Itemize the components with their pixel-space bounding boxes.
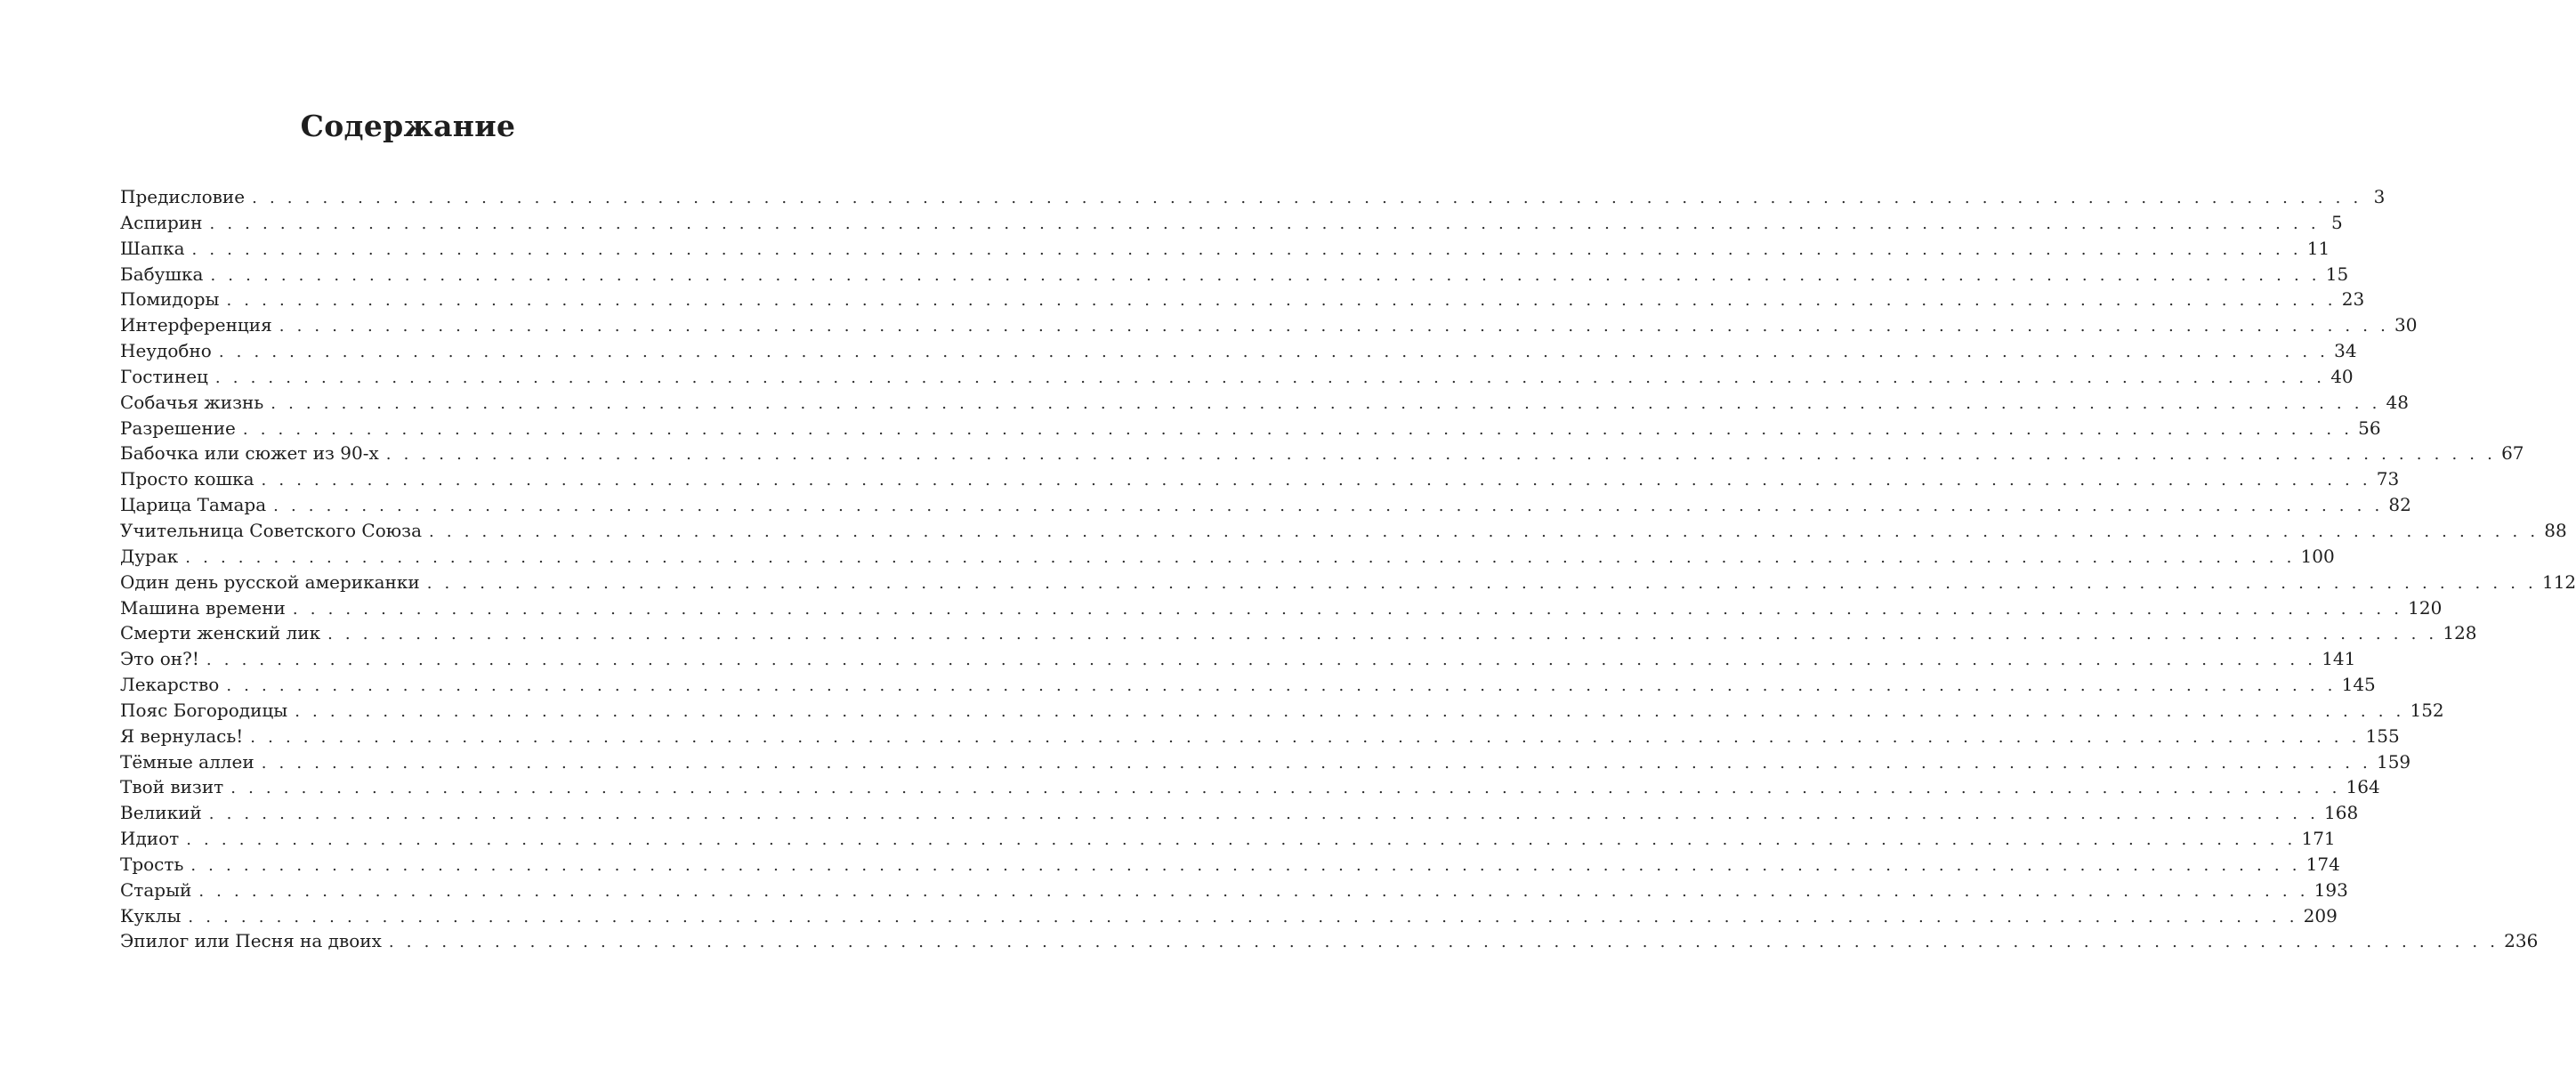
toc-entry-page-number: 11: [2306, 237, 2330, 259]
toc-entry-title: Великий: [120, 802, 202, 824]
toc-entry-title: Старый: [120, 878, 192, 901]
toc-entry-title: Предисловие: [120, 186, 246, 207]
dot-leader: . . . . . . . . . . . . . . . . . . . . . . . . . . . . . . . . . . . . . . . . . . . . . . . . . . . . . . . . . . . . . . . . . . . . . . . . . . . . . . . . . . . . . . . . . . . . . . . . . . . . . . . . . . . . . . . . . . . . . . . .: [429, 522, 2540, 541]
toc-entry-page-number: 23: [2341, 288, 2365, 311]
toc-entry: [120, 519, 2567, 546]
toc-entry: [120, 545, 2335, 571]
toc-entry-page-number: 141: [2322, 648, 2356, 670]
toc-entry: [120, 674, 2376, 700]
toc-entry: [120, 391, 2409, 417]
toc-entry-title: Дурак: [120, 545, 179, 567]
toc-entry: [120, 878, 2348, 905]
dot-leader: . . . . . . . . . . . . . . . . . . . . . . . . . . . . . . . . . . . . . . . . . . . . . . . . . . . . . . . . . . . . . . . . . . . . . . . . . . . . . . . . . . . . . . . . . . . . . . . . . . . . . . . . . . . . . . . . . . . . . . . .: [250, 727, 2361, 747]
toc-entry-title: Куклы: [120, 904, 182, 926]
dot-leader: . . . . . . . . . . . . . . . . . . . . . . . . . . . . . . . . . . . . . . . . . . . . . . . . . . . . . . . . . . . . . . . . . . . . . . . . . . . . . . . . . . . . . . . . . . . . . . . . . . . . . . . . . . . . . . . . . . . . . . . .: [292, 599, 2403, 619]
toc-entry-page-number: 15: [2325, 263, 2349, 285]
dot-leader: . . . . . . . . . . . . . . . . . . . . . . . . . . . . . . . . . . . . . . . . . . . . . . . . . . . . . . . . . . . . . . . . . . . . . . . . . . . . . . . . . . . . . . . . . . . . . . . . . . . . . . . . . . . . . . . . . . . . . . . .: [426, 573, 2537, 593]
toc-entry-page-number: 30: [2394, 314, 2418, 336]
dot-leader: . . . . . . . . . . . . . . . . . . . . . . . . . . . . . . . . . . . . . . . . . . . . . . . . . . . . . . . . . . . . . . . . . . . . . . . . . . . . . . . . . . . . . . . . . . . . . . . . . . . . . . . . . . . . . . . . . . . . . . . .: [218, 343, 2330, 362]
toc-entry-title: Лекарство: [120, 674, 220, 696]
dot-leader: . . . . . . . . . . . . . . . . . . . . . . . . . . . . . . . . . . . . . . . . . . . . . . . . . . . . . . . . . . . . . . . . . . . . . . . . . . . . . . . . . . . . . . . . . . . . . . . . . . . . . . . . . . . . . . . . . . . . . . . .: [226, 291, 2337, 311]
toc-entry-title: Эпилог или Песня на двоих: [120, 930, 382, 952]
toc-entry: [120, 699, 2444, 725]
dot-leader: . . . . . . . . . . . . . . . . . . . . . . . . . . . . . . . . . . . . . . . . . . . . . . . . . . . . . . . . . . . . . . . . . . . . . . . . . . . . . . . . . . . . . . . . . . . . . . . . . . . . . . . . . . . . . . . . . . . . . . . .: [295, 701, 2405, 721]
toc-entry: [120, 442, 2524, 468]
dot-leader: . . . . . . . . . . . . . . . . . . . . . . . . . . . . . . . . . . . . . . . . . . . . . . . . . . . . . . . . . . . . . . . . . . . . . . . . . . . . . . . . . . . . . . . . . . . . . . . . . . . . . . . . . . . . . . . . . . . . . . . .: [252, 189, 2362, 207]
toc-entry-title: Собачья жизнь: [120, 391, 264, 413]
toc-entry: [120, 776, 2380, 802]
toc-entry: [120, 648, 2356, 674]
toc-entry-page-number: 5: [2331, 211, 2343, 233]
toc-entry: [120, 724, 2400, 751]
toc-entry-page-number: 164: [2346, 776, 2380, 798]
dot-leader: . . . . . . . . . . . . . . . . . . . . . . . . . . . . . . . . . . . . . . . . . . . . . . . . . . . . . . . . . . . . . . . . . . . . . . . . . . . . . . . . . . . . . . . . . . . . . . . . . . . . . . . . . . . . . . . . . . . . . . . .: [226, 676, 2337, 696]
toc-entry: [120, 186, 2386, 212]
toc-entry-page-number: 236: [2504, 930, 2539, 952]
page-title: Содержание: [300, 109, 516, 143]
dot-leader: . . . . . . . . . . . . . . . . . . . . . . . . . . . . . . . . . . . . . . . . . . . . . . . . . . . . . . . . . . . . . . . . . . . . . . . . . . . . . . . . . . . . . . . . . . . . . . . . . . . . . . . . . . . . . . . . . . . . . . . .: [191, 239, 2302, 259]
toc-entry: [120, 622, 2477, 648]
toc-entry-title: Гостинец: [120, 365, 208, 387]
dot-leader: . . . . . . . . . . . . . . . . . . . . . . . . . . . . . . . . . . . . . . . . . . . . . . . . . . . . . . . . . . . . . . . . . . . . . . . . . . . . . . . . . . . . . . . . . . . . . . . . . . . . . . . . . . . . . . . . . . . . . . . .: [190, 855, 2301, 875]
dot-leader: . . . . . . . . . . . . . . . . . . . . . . . . . . . . . . . . . . . . . . . . . . . . . . . . . . . . . . . . . . . . . . . . . . . . . . . . . . . . . . . . . . . . . . . . . . . . . . . . . . . . . . . . . . . . . . . . . . . . . . . .: [214, 368, 2326, 387]
toc-entry: [120, 750, 2411, 777]
dot-leader: . . . . . . . . . . . . . . . . . . . . . . . . . . . . . . . . . . . . . . . . . . . . . . . . . . . . . . . . . . . . . . . . . . . . . . . . . . . . . . . . . . . . . . . . . . . . . . . . . . . . . . . . . . . . . . . . . . . . . . . .: [279, 317, 2390, 336]
toc-entry: [120, 417, 2381, 443]
dot-leader: . . . . . . . . . . . . . . . . . . . . . . . . . . . . . . . . . . . . . . . . . . . . . . . . . . . . . . . . . . . . . . . . . . . . . . . . . . . . . . . . . . . . . . . . . . . . . . . . . . . . . . . . . . . . . . . . . . . . . . . .: [198, 881, 2309, 901]
toc-entry-title: Идиот: [120, 828, 180, 850]
dot-leader: . . . . . . . . . . . . . . . . . . . . . . . . . . . . . . . . . . . . . . . . . . . . . . . . . . . . . . . . . . . . . . . . . . . . . . . . . . . . . . . . . . . . . . . . . . . . . . . . . . . . . . . . . . . . . . . . . . . . . . . .: [273, 497, 2384, 516]
dot-leader: . . . . . . . . . . . . . . . . . . . . . . . . . . . . . . . . . . . . . . . . . . . . . . . . . . . . . . . . . . . . . . . . . . . . . . . . . . . . . . . . . . . . . . . . . . . . . . . . . . . . . . . . . . . . . . . . . . . . . . . .: [261, 471, 2371, 490]
toc-entry: [120, 314, 2418, 340]
toc-entry-page-number: 171: [2301, 828, 2336, 850]
toc-entry-page-number: 73: [2376, 468, 2400, 490]
toc-entry-page-number: 34: [2334, 340, 2357, 362]
table-of-contents: [120, 186, 2576, 956]
dot-leader: . . . . . . . . . . . . . . . . . . . . . . . . . . . . . . . . . . . . . . . . . . . . . . . . . . . . . . . . . . . . . . . . . . . . . . . . . . . . . . . . . . . . . . . . . . . . . . . . . . . . . . . . . . . . . . . . . . . . . . . .: [185, 547, 2296, 567]
toc-entry-page-number: 3: [2373, 186, 2386, 207]
toc-entry: [120, 468, 2400, 494]
toc-entry-title: Аспирин: [120, 211, 203, 233]
dot-leader: . . . . . . . . . . . . . . . . . . . . . . . . . . . . . . . . . . . . . . . . . . . . . . . . . . . . . . . . . . . . . . . . . . . . . . . . . . . . . . . . . . . . . . . . . . . . . . . . . . . . . . . . . . . . . . . . . . . . . . . .: [206, 651, 2317, 670]
toc-entry-page-number: 40: [2330, 365, 2354, 387]
toc-entry-page-number: 193: [2314, 878, 2348, 901]
toc-entry-page-number: 56: [2358, 417, 2381, 439]
toc-entry-title: Разрешение: [120, 417, 236, 439]
toc-entry-page-number: 112: [2541, 570, 2576, 593]
toc-entry-title: Пояс Богородицы: [120, 699, 288, 721]
toc-entry: [120, 802, 2359, 828]
toc-entry-page-number: 128: [2443, 622, 2477, 644]
toc-entry-page-number: 100: [2300, 545, 2335, 567]
toc-entry-page-number: 82: [2388, 494, 2411, 516]
toc-entry-title: Интерференция: [120, 314, 272, 336]
toc-entry-page-number: 155: [2365, 724, 2400, 747]
toc-entry: [120, 340, 2357, 366]
toc-entry: [120, 263, 2349, 289]
toc-entry-page-number: 152: [2410, 699, 2444, 721]
toc-entry-page-number: 168: [2324, 802, 2359, 824]
toc-entry-title: Машина времени: [120, 596, 286, 619]
dot-leader: . . . . . . . . . . . . . . . . . . . . . . . . . . . . . . . . . . . . . . . . . . . . . . . . . . . . . . . . . . . . . . . . . . . . . . . . . . . . . . . . . . . . . . . . . . . . . . . . . . . . . . . . . . . . . . . . . . . . . . . .: [186, 830, 2297, 850]
toc-entry: [120, 853, 2340, 879]
toc-entry: [120, 570, 2576, 597]
toc-entry-page-number: 88: [2544, 519, 2567, 541]
toc-entry-title: Твой визит: [120, 776, 224, 798]
toc-entry-page-number: 48: [2386, 391, 2409, 413]
dot-leader: . . . . . . . . . . . . . . . . . . . . . . . . . . . . . . . . . . . . . . . . . . . . . . . . . . . . . . . . . . . . . . . . . . . . . . . . . . . . . . . . . . . . . . . . . . . . . . . . . . . . . . . . . . . . . . . . . . . . . . . .: [208, 805, 2320, 824]
toc-entry-page-number: 67: [2501, 442, 2524, 465]
dot-leader: . . . . . . . . . . . . . . . . . . . . . . . . . . . . . . . . . . . . . . . . . . . . . . . . . . . . . . . . . . . . . . . . . . . . . . . . . . . . . . . . . . . . . . . . . . . . . . . . . . . . . . . . . . . . . . . . . . . . . . . .: [388, 933, 2499, 952]
dot-leader: . . . . . . . . . . . . . . . . . . . . . . . . . . . . . . . . . . . . . . . . . . . . . . . . . . . . . . . . . . . . . . . . . . . . . . . . . . . . . . . . . . . . . . . . . . . . . . . . . . . . . . . . . . . . . . . . . . . . . . . .: [242, 419, 2354, 439]
toc-entry-title: Я вернулась!: [120, 724, 244, 747]
toc-entry: [120, 596, 2443, 623]
dot-leader: . . . . . . . . . . . . . . . . . . . . . . . . . . . . . . . . . . . . . . . . . . . . . . . . . . . . . . . . . . . . . . . . . . . . . . . . . . . . . . . . . . . . . . . . . . . . . . . . . . . . . . . . . . . . . . . . . . . . . . . .: [327, 625, 2438, 644]
toc-entry-title: Царица Тамара: [120, 494, 267, 516]
toc-entry-title: Просто кошка: [120, 468, 254, 490]
toc-entry-page-number: 120: [2408, 596, 2443, 619]
toc-entry: [120, 930, 2539, 956]
toc-entry-title: Смерти женский лик: [120, 622, 321, 644]
toc-entry-title: Неудобно: [120, 340, 212, 362]
dot-leader: . . . . . . . . . . . . . . . . . . . . . . . . . . . . . . . . . . . . . . . . . . . . . . . . . . . . . . . . . . . . . . . . . . . . . . . . . . . . . . . . . . . . . . . . . . . . . . . . . . . . . . . . . . . . . . . . . . . . . . . .: [230, 779, 2341, 798]
dot-leader: . . . . . . . . . . . . . . . . . . . . . . . . . . . . . . . . . . . . . . . . . . . . . . . . . . . . . . . . . . . . . . . . . . . . . . . . . . . . . . . . . . . . . . . . . . . . . . . . . . . . . . . . . . . . . . . . . . . . . . . .: [271, 393, 2381, 413]
toc-entry: [120, 365, 2354, 392]
toc-entry-title: Учительница Советского Союза: [120, 519, 423, 541]
toc-entry-title: Шапка: [120, 237, 185, 259]
toc-entry-title: Это он?!: [120, 648, 199, 670]
dot-leader: . . . . . . . . . . . . . . . . . . . . . . . . . . . . . . . . . . . . . . . . . . . . . . . . . . . . . . . . . . . . . . . . . . . . . . . . . . . . . . . . . . . . . . . . . . . . . . . . . . . . . . . . . . . . . . . . . . . . . . . .: [261, 753, 2371, 773]
toc-entry-title: Бабушка: [120, 263, 204, 285]
toc-entry: [120, 494, 2411, 520]
toc-entry: [120, 288, 2365, 314]
toc-entry-title: Бабочка или сюжет из 90-х: [120, 442, 379, 465]
toc-entry: [120, 211, 2343, 238]
toc-entry: [120, 828, 2336, 854]
toc-entry-page-number: 145: [2341, 674, 2376, 696]
dot-leader: . . . . . . . . . . . . . . . . . . . . . . . . . . . . . . . . . . . . . . . . . . . . . . . . . . . . . . . . . . . . . . . . . . . . . . . . . . . . . . . . . . . . . . . . . . . . . . . . . . . . . . . . . . . . . . . . . . . . . . . .: [188, 907, 2298, 926]
toc-entry-title: Помидоры: [120, 288, 220, 311]
toc-entry-page-number: 159: [2376, 750, 2411, 773]
toc-entry: [120, 237, 2330, 263]
toc-entry-title: Тёмные аллеи: [120, 750, 254, 773]
dot-leader: . . . . . . . . . . . . . . . . . . . . . . . . . . . . . . . . . . . . . . . . . . . . . . . . . . . . . . . . . . . . . . . . . . . . . . . . . . . . . . . . . . . . . . . . . . . . . . . . . . . . . . . . . . . . . . . . . . . . . . . .: [209, 214, 2320, 233]
dot-leader: . . . . . . . . . . . . . . . . . . . . . . . . . . . . . . . . . . . . . . . . . . . . . . . . . . . . . . . . . . . . . . . . . . . . . . . . . . . . . . . . . . . . . . . . . . . . . . . . . . . . . . . . . . . . . . . . . . . . . . . .: [385, 445, 2497, 465]
toc-entry-page-number: 209: [2303, 904, 2338, 926]
dot-leader: . . . . . . . . . . . . . . . . . . . . . . . . . . . . . . . . . . . . . . . . . . . . . . . . . . . . . . . . . . . . . . . . . . . . . . . . . . . . . . . . . . . . . . . . . . . . . . . . . . . . . . . . . . . . . . . . . . . . . . . .: [210, 265, 2321, 285]
toc-entry: [120, 904, 2338, 931]
toc-entry-title: Трость: [120, 853, 184, 875]
toc-entry-page-number: 174: [2305, 853, 2340, 875]
toc-entry-title: Один день русской американки: [120, 570, 420, 593]
